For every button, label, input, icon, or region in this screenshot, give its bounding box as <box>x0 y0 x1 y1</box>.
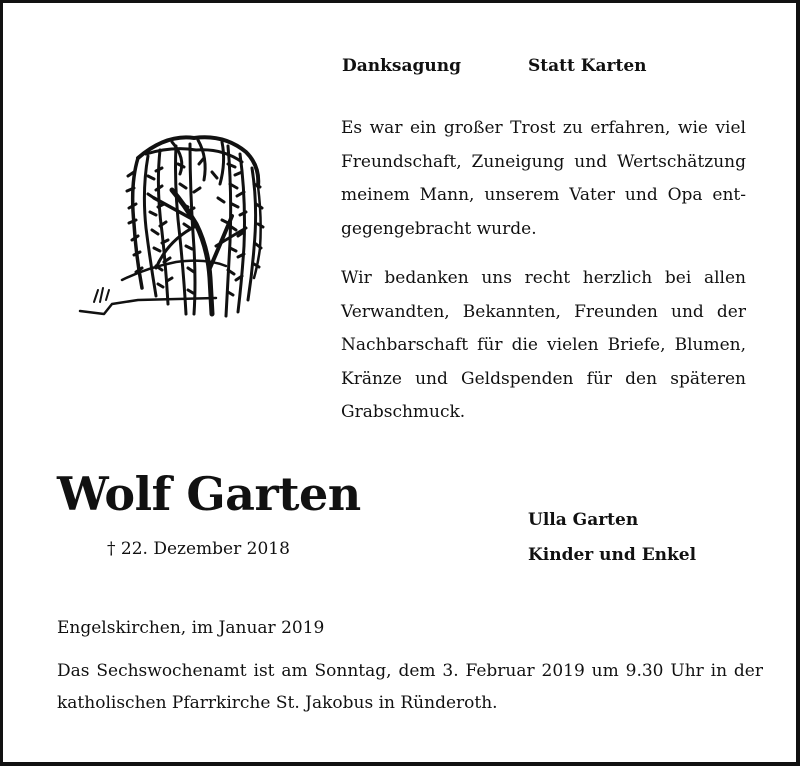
text-line: katholischen Pfarrkirche St. Jakobus in Ründeroth. <box>57 693 498 713</box>
thanks-paragraph-1 <box>341 112 746 246</box>
text-line: Es war ein großer Trost zu erfahren, wie viel <box>341 118 746 138</box>
signers <box>528 503 696 573</box>
heading-danksagung: Danksagung <box>342 56 461 76</box>
text-line: meinem Mann, unserem Vater und Opa ent- <box>341 185 746 205</box>
memorial-mass-notice <box>57 655 763 719</box>
text-line: Verwandten, Bekannten, Freunden und der <box>341 301 746 322</box>
text-line: Nachbarschaft für die vielen Briefe, Blumen, <box>341 335 746 355</box>
text-line: Grabschmuck. <box>341 402 466 422</box>
text-line: Kränze und Geldspenden für den späteren <box>341 368 746 389</box>
text-line: gegengebracht wurde. <box>341 218 537 239</box>
heading-statt-karten: Statt Karten <box>528 56 647 76</box>
signer-line: Kinder und Enkel <box>528 545 697 565</box>
signer-line: Ulla Garten <box>528 510 639 530</box>
weeping-willow-icon <box>76 128 271 320</box>
text-line: Das Sechswochenamt ist am Sonntag, dem 3. Februar 2019 um 9.30 Uhr in der <box>57 661 763 681</box>
death-date: † 22. Dezember 2018 <box>107 539 290 559</box>
text-line: Wir bedanken uns recht herzlich bei allen <box>341 268 746 288</box>
place-date: Engelskirchen, im Januar 2019 <box>57 618 325 638</box>
deceased-name: Wolf Garten <box>57 467 361 521</box>
text-line: Freundschaft, Zuneigung und Wertschätzung <box>341 151 746 172</box>
thanks-paragraph-2 <box>341 262 746 430</box>
